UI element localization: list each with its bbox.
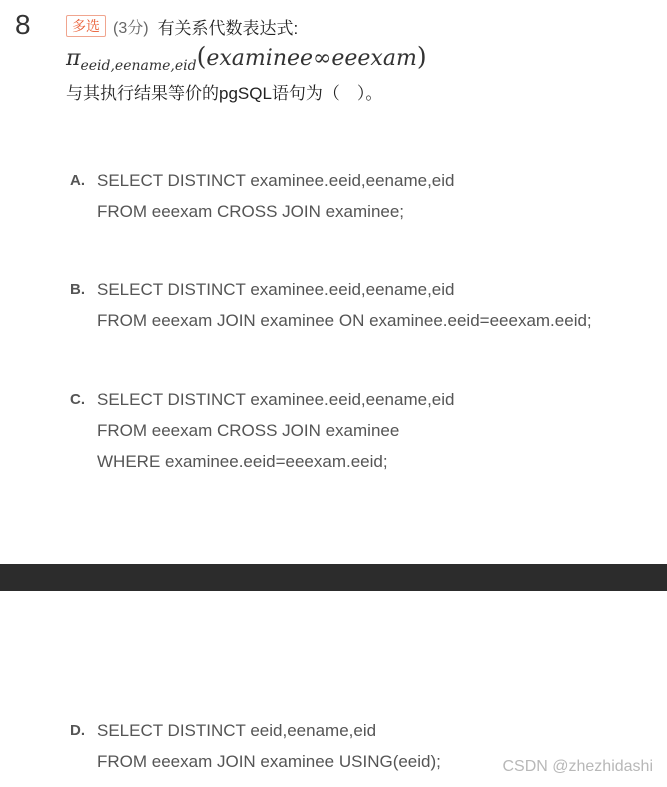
question-stem-tail: 与其执行结果等价的pgSQL语句为（ ）。 — [66, 84, 383, 103]
option-c-letter: C. — [70, 391, 85, 408]
option-a-text — [97, 165, 455, 227]
formula-right-relation: eeexam — [331, 46, 417, 71]
option-d-text — [97, 715, 441, 777]
option-b-line-2: FROM eeexam JOIN examinee ON examinee.eeid=eeexam.eeid; — [97, 311, 592, 330]
question-type-badge: 多选 — [66, 15, 106, 37]
question-score: (3分) — [113, 19, 149, 37]
option-d-line-1: SELECT DISTINCT eeid,eename,eid — [97, 721, 377, 740]
option-d-letter: D. — [70, 722, 85, 739]
formula-left-relation: examinee — [206, 46, 314, 71]
question-stem: 有关系代数表达式: — [157, 18, 299, 38]
option-c-line-1: SELECT DISTINCT examinee.eeid,eename,eid — [97, 390, 455, 409]
option-b-letter: B. — [70, 281, 85, 298]
formula-close-paren: ) — [416, 42, 427, 71]
question-number: 8 — [15, 9, 31, 40]
option-c-line-2: FROM eeexam CROSS JOIN examinee — [97, 421, 400, 440]
question-header — [66, 13, 298, 39]
option-b-text — [97, 274, 592, 336]
option-a-line-1: SELECT DISTINCT examinee.eeid,eename,eid — [97, 171, 455, 190]
projection-symbol: π — [66, 46, 81, 71]
option-a-letter: A. — [70, 172, 85, 189]
option-a-line-2: FROM eeexam CROSS JOIN examinee; — [97, 202, 405, 221]
csdn-watermark: CSDN @zhezhidashi — [502, 758, 653, 775]
projection-attributes: eeid,eename,eid — [80, 58, 197, 74]
option-c[interactable] — [70, 384, 455, 477]
natural-join-symbol: ∞ — [313, 46, 332, 71]
relational-algebra-formula — [66, 42, 427, 74]
option-b[interactable] — [70, 274, 592, 336]
option-c-text — [97, 384, 455, 477]
option-d-line-2: FROM eeexam JOIN examinee USING(eeid); — [97, 752, 441, 771]
option-c-line-3: WHERE examinee.eeid=eeexam.eeid; — [97, 452, 388, 471]
formula-open-paren: ( — [196, 42, 207, 71]
page-divider-band — [0, 564, 667, 591]
option-a[interactable] — [70, 165, 455, 227]
option-d[interactable] — [70, 715, 441, 777]
option-b-line-1: SELECT DISTINCT examinee.eeid,eename,eid — [97, 280, 455, 299]
